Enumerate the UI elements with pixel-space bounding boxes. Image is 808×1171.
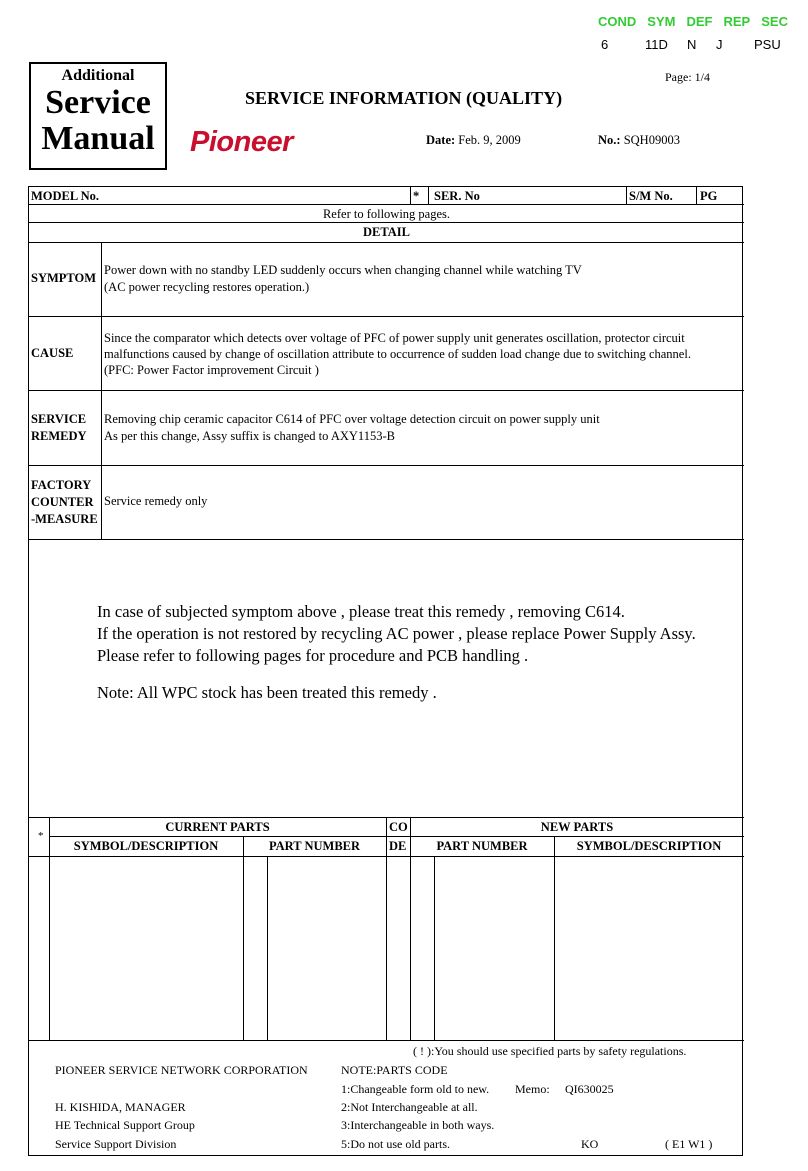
cause-line-2: malfunctions caused by change of oscillation attribute to occurrence of sudden load change due to switching channel.: [104, 347, 691, 361]
manual-service: Service: [45, 84, 151, 121]
footer-company: PIONEER SERVICE NETWORK CORPORATION: [55, 1063, 308, 1077]
cause-line-3: (PFC: Power Factor improvement Circuit ): [104, 363, 319, 377]
note-line-1: In case of subjected symptom above , please treat this remedy , removing C614.: [97, 602, 625, 621]
symptom-label: SYMPTOM: [31, 271, 97, 285]
current-symbol-desc-heading: SYMBOL/DESCRIPTION: [73, 839, 219, 853]
manual-type-box: [29, 62, 167, 170]
remedy-line-2: As per this change, Assy suffix is changed to AXY1153-B: [104, 429, 395, 443]
code-heading-top: CO: [389, 820, 408, 834]
refer-note: Refer to following pages.: [322, 207, 451, 221]
service-info-table: [28, 186, 743, 1156]
page-label: Page:: [665, 70, 692, 84]
memo-label: Memo:: [515, 1082, 550, 1096]
doc-number-value: SQH09003: [623, 133, 680, 147]
code-value-sym: 11D: [645, 37, 668, 52]
counter-label: COUNTER: [31, 495, 94, 509]
safety-note: ( ! ):You should use specified parts by safety regulations.: [413, 1044, 687, 1058]
document-title: SERVICE INFORMATION (QUALITY): [245, 88, 563, 108]
symptom-line-1: Power down with no standby LED suddenly occurs when changing channel while watching TV: [104, 263, 582, 277]
code-headers: [598, 14, 788, 29]
new-part-number-heading: PART NUMBER: [436, 839, 528, 853]
code-value-def: N: [687, 37, 697, 52]
detail-heading: DETAIL: [362, 225, 410, 239]
parts-star: *: [38, 830, 44, 842]
factory-text: Service remedy only: [104, 494, 208, 508]
parts-code-5: 5:Do not use old parts.: [341, 1137, 450, 1151]
current-part-number-heading: PART NUMBER: [268, 839, 361, 853]
factory-label: FACTORY: [31, 478, 92, 492]
model-no-label: MODEL No.: [31, 189, 100, 203]
memo-value: QI630025: [565, 1082, 614, 1096]
code-header-sec: SEC: [761, 14, 788, 29]
model-star: *: [413, 189, 420, 203]
footer-division: Service Support Division: [55, 1137, 177, 1151]
code-value-rep: J: [716, 37, 723, 52]
cause-label: CAUSE: [31, 346, 74, 360]
date-field: [426, 133, 521, 148]
pg-label: PG: [700, 189, 718, 203]
manual-manual: Manual: [41, 120, 155, 157]
page-indicator: [665, 70, 710, 85]
code-header-sym: SYM: [647, 14, 676, 29]
pioneer-logo-icon: [188, 124, 333, 158]
code-value-sec: PSU: [754, 37, 781, 52]
pioneer-logo-text: Pioneer: [190, 126, 293, 158]
ser-no-label: SER. No: [434, 189, 480, 203]
page-value: 1/4: [694, 70, 711, 84]
sm-no-label: S/M No.: [629, 189, 673, 203]
date-value: Feb. 9, 2009: [458, 133, 521, 147]
cause-line-1: Since the comparator which detects over voltage of PFC of power supply unit generates oscillation, protector circuit: [104, 331, 685, 345]
code-header-rep: REP: [723, 14, 751, 29]
code-header-def: DEF: [686, 14, 713, 29]
footer-manager: H. KISHIDA, MANAGER: [55, 1100, 186, 1114]
new-symbol-desc-heading: SYMBOL/DESCRIPTION: [576, 839, 722, 853]
date-label: Date:: [426, 133, 456, 147]
doc-number-label: No.:: [598, 133, 621, 147]
new-parts-heading: NEW PARTS: [540, 820, 614, 834]
doc-number-field: [598, 133, 680, 148]
symptom-line-2: (AC power recycling restores operation.): [104, 280, 310, 294]
ko-mark: KO: [581, 1137, 599, 1151]
pioneer-logo: [188, 124, 333, 162]
remedy-label: REMEDY: [31, 429, 87, 443]
code-header-cond: COND: [598, 14, 637, 29]
code-heading-bottom: DE: [389, 839, 407, 853]
note-line-2: If the operation is not restored by recycling AC power , please replace Power Supply Assy.: [97, 624, 696, 643]
current-parts-heading: CURRENT PARTS: [165, 820, 270, 834]
code-value-cond: 6: [601, 37, 609, 52]
parts-code-note-title: NOTE:PARTS CODE: [341, 1063, 448, 1077]
note-line-4: Note: All WPC stock has been treated this remedy .: [97, 683, 437, 702]
parts-code-3: 3:Interchangeable in both ways.: [341, 1118, 495, 1132]
service-label: SERVICE: [31, 412, 87, 426]
measure-label: -MEASURE: [31, 512, 98, 526]
note-line-3: Please refer to following pages for procedure and PCB handling .: [97, 646, 529, 665]
manual-additional: Additional: [61, 67, 135, 84]
footer-group: HE Technical Support Group: [55, 1118, 195, 1132]
parts-code-1: 1:Changeable form old to new.: [341, 1082, 490, 1096]
remedy-line-1: Removing chip ceramic capacitor C614 of PFC over voltage detection circuit on power supply unit: [104, 412, 600, 426]
parts-code-2: 2:Not Interchangeable at all.: [341, 1100, 478, 1114]
region-codes: ( E1 W1 ): [665, 1137, 713, 1151]
